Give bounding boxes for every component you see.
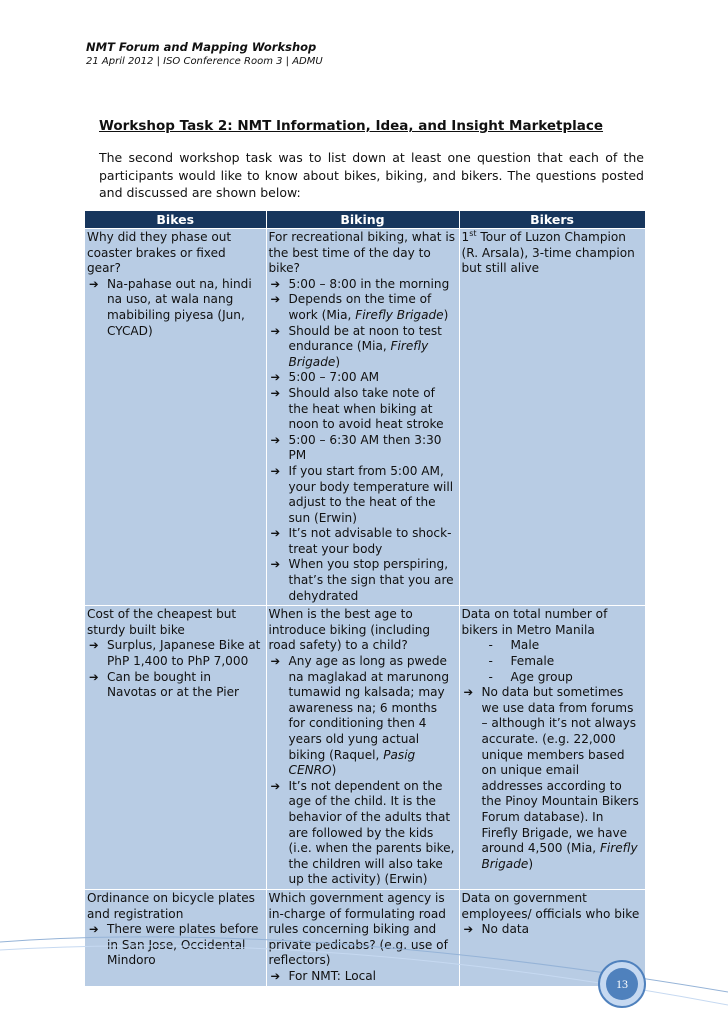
answer-text: Depends on the time of work (Mia, <box>288 292 432 322</box>
questions-table <box>85 211 646 986</box>
header-title: NMT Forum and Mapping Workshop <box>86 40 317 54</box>
answer-list <box>462 685 642 872</box>
answer-item: ➔ Na-pahase out na, hindi na uso, at wala nang mabibiling piyesa (Jun, CYCAD) <box>87 277 263 339</box>
dash-item: - Age group <box>481 670 642 686</box>
answer-text: ) <box>335 354 341 369</box>
page-number-badge <box>598 960 646 1008</box>
answer-item: ➔ For NMT: Local <box>269 969 456 985</box>
answer-item: ➔ 5:00 – 6:30 AM then 3:30 PM <box>269 433 456 464</box>
page-number: 13 <box>606 968 638 1000</box>
table-row <box>85 606 645 890</box>
answer-item: ➔ No data <box>462 922 642 938</box>
answer-item: ➔ It’s not advisable to shock-treat your body <box>269 526 456 557</box>
answer-text: Any age as long as pwede na maglakad at marunong tumawid ng kalsada; may awareness na; 6 months for conditioning then 4 years old yung actual biking (Raquel, <box>288 654 450 762</box>
question-text: Ordinance on bicycle plates and registration <box>87 890 255 921</box>
answer-item: ➔ 5:00 – 7:00 AM <box>269 370 456 386</box>
answer-item: ➔ It’s not dependent on the age of the child. It is the behavior of the adults that are followed by the kids (i.e. when the parents bike, the children will also take up the activity) (Erwin) <box>269 779 456 888</box>
answer-list <box>269 654 456 888</box>
answer-list <box>87 638 263 700</box>
org-name: Firefly Brigade <box>288 339 429 369</box>
answer-item: ➔ If you start from 5:00 AM, your body temperature will adjust to the heat of the sun (Erwin) <box>269 464 456 526</box>
question-text <box>462 230 642 277</box>
answer-text: Should be at noon to test endurance (Mia, <box>288 323 442 354</box>
column-header-biking: Biking <box>266 211 459 229</box>
section-title: Workshop Task 2: NMT Information, Idea, and Insight Marketplace <box>99 118 604 134</box>
table-cell <box>459 606 645 890</box>
ordinal-suffix: st <box>469 228 477 238</box>
answer-item: ➔ Surplus, Japanese Bike at PhP 1,400 to PhP 7,000 <box>87 638 263 669</box>
answer-list <box>87 277 263 339</box>
answer-item <box>269 654 456 779</box>
org-name: Pasig CENRO <box>288 747 416 778</box>
answer-item <box>462 685 642 872</box>
answer-item: ➔ Should also take note of the heat when biking at noon to avoid heat stroke <box>269 386 456 433</box>
answer-list <box>269 277 456 604</box>
table-header-row <box>85 211 645 229</box>
question-body: Tour of Luzon Champion (R. Arsala), 3-time champion but still alive <box>461 230 635 276</box>
org-name: Firefly Brigade <box>481 841 638 871</box>
org-name: Firefly Brigade <box>355 307 444 322</box>
intro-paragraph: The second workshop task was to list down at least one question that each of the participants would like to know about bikes, biking, and bikers. The questions posted and discussed are shown below: <box>99 150 644 200</box>
table-cell <box>266 229 459 606</box>
column-header-bikers: Bikers <box>459 211 645 229</box>
dash-item: - Male <box>481 638 642 654</box>
table-cell <box>85 229 266 606</box>
header-subtitle: 21 April 2012 | ISO Conference Room 3 | ADMU <box>86 56 323 67</box>
question-text: When is the best age to introduce biking (including road safety) to a child? <box>268 607 431 653</box>
answer-item <box>269 292 456 323</box>
answer-text: ) <box>331 763 337 778</box>
table-cell <box>266 606 459 890</box>
question-text: Cost of the cheapest but sturdy built bike <box>87 607 237 637</box>
answer-text: ) <box>443 307 449 322</box>
question-text: Data on total number of bikers in Metro Manila <box>461 607 608 637</box>
dash-list <box>462 638 642 685</box>
answer-text: No data but sometimes we use data from forums – although it’s not always accurate. (e.g. 22,000 unique members based on unique email addresses according to the Pinoy Mountain Bikers Forum database). In Firefly Brigade, we have around 4,500 (Mia, <box>481 685 639 856</box>
table-cell <box>459 229 645 606</box>
question-text: Why did they phase out coaster brakes or fixed gear? <box>87 230 232 276</box>
question-text: Which government agency is in-charge of formulating road rules concerning biking and private pedicabs? (e.g. use of reflectors) <box>268 890 448 968</box>
column-header-bikes: Bikes <box>85 211 266 229</box>
answer-text: ) <box>528 856 534 871</box>
ordinal-number: 1 <box>461 230 470 244</box>
running-header <box>86 40 323 69</box>
answer-item: ➔ There were plates before in San Jose, Occidental Mindoro <box>87 922 263 969</box>
table-row <box>85 229 645 606</box>
answer-item <box>269 324 456 371</box>
dash-item: - Female <box>481 654 642 670</box>
question-text: For recreational biking, what is the best time of the day to bike? <box>268 230 456 276</box>
answer-item: ➔ When you stop perspiring, that’s the sign that you are dehydrated <box>269 557 456 604</box>
table-cell <box>85 606 266 890</box>
answer-item: ➔ 5:00 – 8:00 in the morning <box>269 277 456 293</box>
answer-item: ➔ Can be bought in Navotas or at the Pier <box>87 670 263 701</box>
question-text: Data on government employees/ officials who bike <box>461 890 640 921</box>
